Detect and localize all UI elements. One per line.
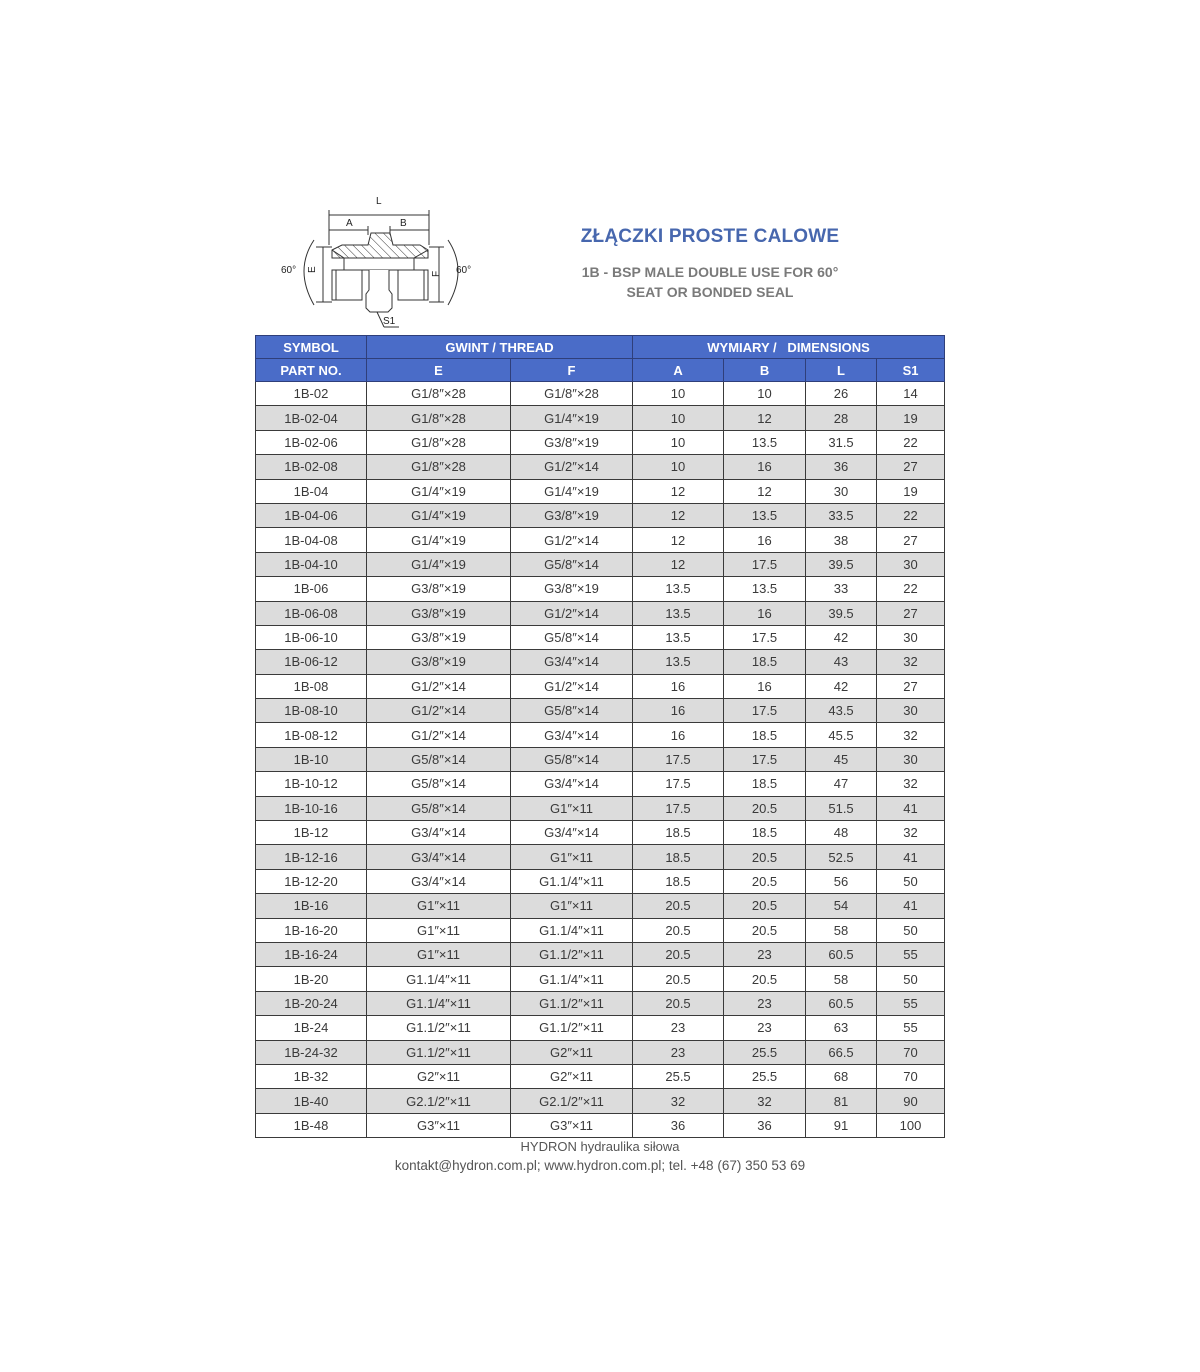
cell-dim-s1: 22 [877, 503, 945, 527]
cell-dim-l: 43 [806, 650, 877, 674]
table-header-row-2 [256, 359, 945, 382]
cell-thread-e: G1.1/2″×11 [367, 1016, 511, 1040]
table-row [256, 723, 945, 747]
cell-dim-a: 18.5 [633, 869, 724, 893]
table-row [256, 455, 945, 479]
table-row [256, 1089, 945, 1113]
cell-thread-f: G5/8″×14 [511, 625, 633, 649]
cell-thread-f: G2.1/2″×11 [511, 1089, 633, 1113]
cell-part-no: 1B-16-20 [256, 918, 367, 942]
cell-dim-l: 58 [806, 967, 877, 991]
cell-part-no: 1B-02-04 [256, 406, 367, 430]
cell-dim-s1: 55 [877, 1016, 945, 1040]
cell-dim-b: 16 [724, 601, 806, 625]
cell-part-no: 1B-12 [256, 821, 367, 845]
cell-dim-l: 45 [806, 747, 877, 771]
table-row [256, 528, 945, 552]
cell-dim-s1: 27 [877, 455, 945, 479]
cell-dim-a: 13.5 [633, 625, 724, 649]
cell-part-no: 1B-24 [256, 1016, 367, 1040]
header-f: F [511, 359, 633, 382]
cell-thread-e: G1″×11 [367, 918, 511, 942]
cell-dim-b: 18.5 [724, 723, 806, 747]
cell-dim-b: 25.5 [724, 1040, 806, 1064]
cell-dim-a: 10 [633, 455, 724, 479]
cell-part-no: 1B-20 [256, 967, 367, 991]
cell-dim-b: 20.5 [724, 845, 806, 869]
cell-part-no: 1B-02 [256, 382, 367, 406]
cell-dim-b: 13.5 [724, 430, 806, 454]
diagram-label-F: F [431, 270, 442, 277]
table-row [256, 1113, 945, 1137]
cell-dim-s1: 55 [877, 991, 945, 1015]
cell-thread-e: G1/8″×28 [367, 406, 511, 430]
cell-dim-b: 23 [724, 1016, 806, 1040]
cell-part-no: 1B-04-08 [256, 528, 367, 552]
cell-dim-l: 43.5 [806, 699, 877, 723]
cell-dim-a: 16 [633, 674, 724, 698]
cell-dim-s1: 90 [877, 1089, 945, 1113]
cell-dim-l: 39.5 [806, 601, 877, 625]
cell-dim-s1: 32 [877, 650, 945, 674]
cell-dim-s1: 30 [877, 552, 945, 576]
diagram-label-E: E [307, 266, 318, 273]
table-row [256, 503, 945, 527]
cell-dim-b: 20.5 [724, 894, 806, 918]
table-row [256, 382, 945, 406]
table-body [256, 382, 945, 1138]
cell-thread-f: G3/4″×14 [511, 772, 633, 796]
cell-dim-s1: 41 [877, 845, 945, 869]
cell-part-no: 1B-16 [256, 894, 367, 918]
table-row [256, 991, 945, 1015]
cell-thread-e: G2″×11 [367, 1064, 511, 1088]
cell-dim-l: 51.5 [806, 796, 877, 820]
cell-dim-b: 23 [724, 991, 806, 1015]
cell-dim-b: 13.5 [724, 577, 806, 601]
cell-dim-l: 54 [806, 894, 877, 918]
table-row [256, 674, 945, 698]
cell-dim-b: 17.5 [724, 699, 806, 723]
cell-thread-e: G1″×11 [367, 894, 511, 918]
cell-thread-f: G5/8″×14 [511, 699, 633, 723]
cell-dim-b: 17.5 [724, 747, 806, 771]
cell-dim-l: 58 [806, 918, 877, 942]
diagram-label-S1: S1 [383, 316, 396, 327]
cell-dim-a: 18.5 [633, 821, 724, 845]
cell-thread-e: G3/8″×19 [367, 577, 511, 601]
cell-dim-s1: 22 [877, 430, 945, 454]
cell-thread-e: G1.1/4″×11 [367, 967, 511, 991]
cell-thread-f: G1/8″×28 [511, 382, 633, 406]
cell-dim-l: 68 [806, 1064, 877, 1088]
cell-dim-b: 18.5 [724, 772, 806, 796]
cell-dim-s1: 19 [877, 479, 945, 503]
table-row [256, 942, 945, 966]
cell-dim-s1: 55 [877, 942, 945, 966]
cell-dim-b: 12 [724, 406, 806, 430]
cell-part-no: 1B-40 [256, 1089, 367, 1113]
header-dimensions: WYMIARY / DIMENSIONS [633, 336, 945, 359]
cell-part-no: 1B-12-16 [256, 845, 367, 869]
cell-thread-f: G1.1/2″×11 [511, 1016, 633, 1040]
cell-dim-a: 16 [633, 723, 724, 747]
table-row [256, 577, 945, 601]
cell-part-no: 1B-10-12 [256, 772, 367, 796]
diagram-label-angle-left: 60° [281, 265, 297, 276]
cell-part-no: 1B-24-32 [256, 1040, 367, 1064]
cell-thread-f: G3/4″×14 [511, 650, 633, 674]
cell-thread-e: G5/8″×14 [367, 747, 511, 771]
cell-dim-a: 17.5 [633, 772, 724, 796]
table-row [256, 430, 945, 454]
cell-thread-e: G1/4″×19 [367, 528, 511, 552]
cell-thread-e: G1.1/2″×11 [367, 1040, 511, 1064]
table-row [256, 967, 945, 991]
cell-thread-e: G3/4″×14 [367, 821, 511, 845]
cell-dim-s1: 30 [877, 699, 945, 723]
cell-dim-l: 42 [806, 625, 877, 649]
cell-dim-a: 20.5 [633, 942, 724, 966]
cell-dim-s1: 27 [877, 528, 945, 552]
cell-thread-f: G1/2″×14 [511, 674, 633, 698]
cell-part-no: 1B-08-12 [256, 723, 367, 747]
cell-dim-l: 63 [806, 1016, 877, 1040]
cell-thread-f: G1/2″×14 [511, 601, 633, 625]
cell-dim-b: 18.5 [724, 821, 806, 845]
cell-dim-a: 12 [633, 503, 724, 527]
cell-part-no: 1B-32 [256, 1064, 367, 1088]
cell-dim-a: 16 [633, 699, 724, 723]
cell-dim-a: 13.5 [633, 650, 724, 674]
cell-thread-f: G3/8″×19 [511, 503, 633, 527]
cell-dim-s1: 41 [877, 894, 945, 918]
cell-dim-l: 33.5 [806, 503, 877, 527]
cell-thread-f: G3/4″×14 [511, 821, 633, 845]
header-s1: S1 [877, 359, 945, 382]
header-l: L [806, 359, 877, 382]
cell-thread-e: G5/8″×14 [367, 796, 511, 820]
cell-thread-f: G1/4″×19 [511, 406, 633, 430]
table-row [256, 869, 945, 893]
cell-dim-s1: 50 [877, 967, 945, 991]
cell-thread-e: G3/8″×19 [367, 650, 511, 674]
table-row [256, 699, 945, 723]
cell-dim-b: 25.5 [724, 1064, 806, 1088]
cell-dim-a: 20.5 [633, 918, 724, 942]
page-title: ZŁĄCZKI PROSTE CALOWE [580, 226, 840, 247]
cell-dim-a: 20.5 [633, 991, 724, 1015]
cell-dim-l: 56 [806, 869, 877, 893]
cell-dim-a: 23 [633, 1040, 724, 1064]
cell-dim-a: 13.5 [633, 601, 724, 625]
cell-thread-e: G1/8″×28 [367, 430, 511, 454]
cell-thread-f: G3/8″×19 [511, 577, 633, 601]
cell-thread-e: G1.1/4″×11 [367, 991, 511, 1015]
cell-thread-f: G1.1/4″×11 [511, 918, 633, 942]
cell-dim-b: 13.5 [724, 503, 806, 527]
cell-dim-b: 23 [724, 942, 806, 966]
cell-thread-f: G3″×11 [511, 1113, 633, 1137]
footer-contact: kontakt@hydron.com.pl; www.hydron.com.pl; tel. +48 (67) 350 53 69 [394, 1158, 806, 1173]
cell-thread-e: G1/2″×14 [367, 723, 511, 747]
table-row [256, 796, 945, 820]
cell-dim-a: 13.5 [633, 577, 724, 601]
cell-thread-e: G3/4″×14 [367, 869, 511, 893]
cell-part-no: 1B-02-08 [256, 455, 367, 479]
table-row [256, 747, 945, 771]
diagram-label-A: A [346, 218, 353, 229]
cell-dim-s1: 50 [877, 869, 945, 893]
cell-dim-b: 20.5 [724, 967, 806, 991]
cell-dim-b: 17.5 [724, 625, 806, 649]
cell-thread-f: G1.1/4″×11 [511, 967, 633, 991]
table-row [256, 918, 945, 942]
cell-thread-e: G1/8″×28 [367, 382, 511, 406]
cell-thread-e: G1″×11 [367, 942, 511, 966]
cell-dim-s1: 30 [877, 625, 945, 649]
table-header-row-1 [256, 336, 945, 359]
cell-thread-f: G3/8″×19 [511, 430, 633, 454]
cell-thread-e: G3/4″×14 [367, 845, 511, 869]
cell-dim-a: 17.5 [633, 747, 724, 771]
header-b: B [724, 359, 806, 382]
cell-dim-b: 16 [724, 674, 806, 698]
cell-dim-b: 20.5 [724, 796, 806, 820]
cell-dim-s1: 41 [877, 796, 945, 820]
cell-dim-a: 12 [633, 552, 724, 576]
cell-part-no: 1B-04 [256, 479, 367, 503]
cell-part-no: 1B-48 [256, 1113, 367, 1137]
table-row [256, 406, 945, 430]
cell-thread-e: G5/8″×14 [367, 772, 511, 796]
cell-dim-a: 12 [633, 479, 724, 503]
cell-thread-f: G1/4″×19 [511, 479, 633, 503]
cell-dim-s1: 32 [877, 821, 945, 845]
subtitle-line-2: SEAT OR BONDED SEAL [626, 284, 794, 300]
cell-dim-b: 10 [724, 382, 806, 406]
cell-dim-s1: 19 [877, 406, 945, 430]
cell-thread-e: G1/8″×28 [367, 455, 511, 479]
cell-dim-l: 30 [806, 479, 877, 503]
table-row [256, 601, 945, 625]
table-row [256, 552, 945, 576]
cell-thread-f: G1/2″×14 [511, 528, 633, 552]
cell-thread-e: G2.1/2″×11 [367, 1089, 511, 1113]
cell-dim-b: 16 [724, 455, 806, 479]
cell-dim-l: 36 [806, 455, 877, 479]
cell-dim-a: 20.5 [633, 894, 724, 918]
cell-thread-f: G1/2″×14 [511, 455, 633, 479]
cell-dim-l: 31.5 [806, 430, 877, 454]
cell-part-no: 1B-06-12 [256, 650, 367, 674]
cell-dim-a: 23 [633, 1016, 724, 1040]
cell-dim-a: 10 [633, 382, 724, 406]
cell-dim-b: 20.5 [724, 918, 806, 942]
table-row [256, 1064, 945, 1088]
cell-part-no: 1B-08-10 [256, 699, 367, 723]
cell-thread-f: G2″×11 [511, 1040, 633, 1064]
cell-dim-l: 60.5 [806, 991, 877, 1015]
cell-dim-s1: 50 [877, 918, 945, 942]
cell-dim-s1: 100 [877, 1113, 945, 1137]
page-subtitle [560, 262, 860, 302]
cell-part-no: 1B-04-06 [256, 503, 367, 527]
cell-thread-e: G3″×11 [367, 1113, 511, 1137]
cell-dim-l: 91 [806, 1113, 877, 1137]
cell-part-no: 1B-16-24 [256, 942, 367, 966]
cell-dim-s1: 30 [877, 747, 945, 771]
cell-dim-l: 60.5 [806, 942, 877, 966]
table-row [256, 650, 945, 674]
cell-dim-l: 33 [806, 577, 877, 601]
cell-dim-l: 52.5 [806, 845, 877, 869]
cell-dim-s1: 32 [877, 723, 945, 747]
cell-part-no: 1B-06 [256, 577, 367, 601]
cell-thread-e: G1/4″×19 [367, 479, 511, 503]
cell-dim-s1: 70 [877, 1040, 945, 1064]
table-row [256, 479, 945, 503]
cell-dim-s1: 22 [877, 577, 945, 601]
cell-dim-b: 12 [724, 479, 806, 503]
cell-dim-a: 10 [633, 430, 724, 454]
cell-thread-f: G1″×11 [511, 894, 633, 918]
cell-dim-b: 18.5 [724, 650, 806, 674]
cell-dim-a: 20.5 [633, 967, 724, 991]
cell-dim-l: 47 [806, 772, 877, 796]
cell-thread-f: G3/4″×14 [511, 723, 633, 747]
table-row [256, 845, 945, 869]
table-row [256, 894, 945, 918]
cell-dim-s1: 14 [877, 382, 945, 406]
cell-dim-l: 42 [806, 674, 877, 698]
cell-part-no: 1B-10 [256, 747, 367, 771]
cell-dim-s1: 32 [877, 772, 945, 796]
cell-dim-a: 17.5 [633, 796, 724, 820]
cell-dim-l: 48 [806, 821, 877, 845]
diagram-label-angle-right: 60° [456, 265, 472, 276]
cell-part-no: 1B-10-16 [256, 796, 367, 820]
cell-part-no: 1B-06-08 [256, 601, 367, 625]
cell-part-no: 1B-04-10 [256, 552, 367, 576]
cell-thread-f: G1″×11 [511, 845, 633, 869]
cell-dim-a: 18.5 [633, 845, 724, 869]
cell-dim-a: 10 [633, 406, 724, 430]
cell-dim-l: 66.5 [806, 1040, 877, 1064]
table-row [256, 625, 945, 649]
cell-dim-a: 32 [633, 1089, 724, 1113]
cell-dim-s1: 70 [877, 1064, 945, 1088]
cell-thread-e: G1/2″×14 [367, 699, 511, 723]
cell-dim-l: 28 [806, 406, 877, 430]
cell-dim-l: 81 [806, 1089, 877, 1113]
dimensions-table [255, 335, 945, 1138]
cell-thread-f: G1.1/4″×11 [511, 869, 633, 893]
header-symbol: SYMBOL [256, 336, 367, 359]
cell-thread-f: G5/8″×14 [511, 747, 633, 771]
table-row [256, 772, 945, 796]
cell-dim-a: 12 [633, 528, 724, 552]
table-row [256, 821, 945, 845]
cell-thread-f: G1.1/2″×11 [511, 942, 633, 966]
cell-dim-l: 38 [806, 528, 877, 552]
cell-dim-s1: 27 [877, 674, 945, 698]
diagram-label-L: L [376, 196, 382, 207]
table-row [256, 1040, 945, 1064]
cell-part-no: 1B-20-24 [256, 991, 367, 1015]
cell-thread-e: G3/8″×19 [367, 601, 511, 625]
cell-dim-b: 16 [724, 528, 806, 552]
cell-dim-b: 32 [724, 1089, 806, 1113]
diagram-label-B: B [400, 218, 407, 229]
cell-dim-a: 25.5 [633, 1064, 724, 1088]
header-part-no: PART NO. [256, 359, 367, 382]
cell-thread-f: G1.1/2″×11 [511, 991, 633, 1015]
subtitle-line-1: 1B - BSP MALE DOUBLE USE FOR 60° [581, 264, 839, 280]
cell-dim-b: 17.5 [724, 552, 806, 576]
cell-dim-b: 36 [724, 1113, 806, 1137]
cell-dim-l: 26 [806, 382, 877, 406]
cell-thread-e: G1/2″×14 [367, 674, 511, 698]
header-thread: GWINT / THREAD [367, 336, 633, 359]
cell-part-no: 1B-12-20 [256, 869, 367, 893]
header-a: A [633, 359, 724, 382]
cell-thread-e: G1/4″×19 [367, 552, 511, 576]
cell-part-no: 1B-08 [256, 674, 367, 698]
cell-dim-l: 45.5 [806, 723, 877, 747]
cell-dim-s1: 27 [877, 601, 945, 625]
cell-dim-l: 39.5 [806, 552, 877, 576]
footer-company: HYDRON hydraulika siłowa [520, 1139, 680, 1154]
table-row [256, 1016, 945, 1040]
cell-dim-a: 36 [633, 1113, 724, 1137]
cell-thread-f: G5/8″×14 [511, 552, 633, 576]
cell-part-no: 1B-02-06 [256, 430, 367, 454]
cell-thread-e: G3/8″×19 [367, 625, 511, 649]
fitting-diagram [272, 190, 472, 332]
cell-thread-e: G1/4″×19 [367, 503, 511, 527]
cell-thread-f: G2″×11 [511, 1064, 633, 1088]
cell-dim-b: 20.5 [724, 869, 806, 893]
cell-thread-f: G1″×11 [511, 796, 633, 820]
header-e: E [367, 359, 511, 382]
cell-part-no: 1B-06-10 [256, 625, 367, 649]
